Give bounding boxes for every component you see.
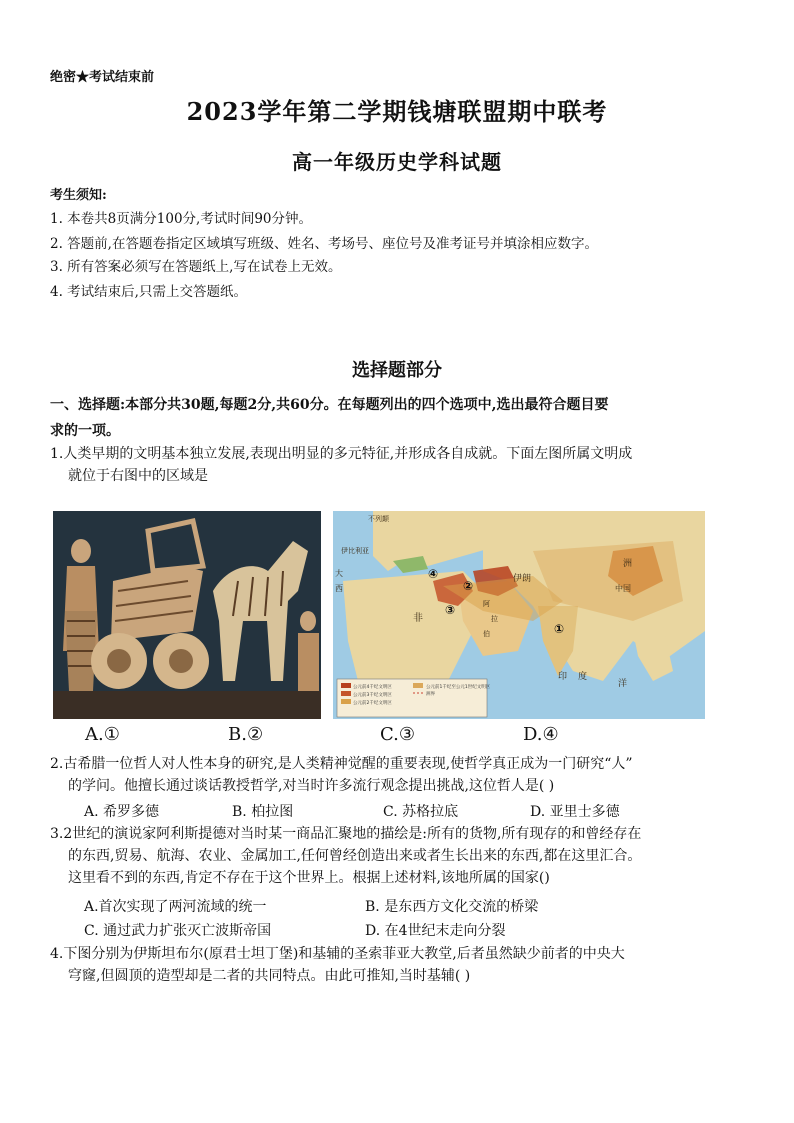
ancient-civilizations-map: [333, 511, 705, 719]
map-label: 印: [558, 672, 568, 682]
question-text: 2.古希腊一位哲人对人性本身的研究,是人类精神觉醒的重要表现,使哲学真正成为一门研究“人”: [50, 756, 633, 772]
question-text: 4.下图分别为伊斯坦布尔(原君士坦丁堡)和基辅的圣索菲亚大教堂,后者虽然缺少前者的中央大: [50, 946, 625, 962]
question-text: 3.2世纪的演说家阿利斯提德对当时某一商品汇聚地的描绘是:所有的货物,所有现存的和曾经存在: [50, 826, 642, 842]
q3-option-b[interactable]: B. 是东西方文化交流的桥梁: [365, 899, 539, 915]
question-text: 穹窿,但圆顶的造型却是二者的共同特点。由此可推知,当时基辅( ): [68, 968, 471, 984]
map-label: 中国: [615, 584, 631, 593]
question-text: 的学问。他擅长通过谈话教授哲学,对当时许多流行观念提出挑战,这位哲人是( ): [68, 778, 555, 794]
exam-title: 2023学年第二学期钱塘联盟期中联考: [186, 97, 608, 126]
map-label: 度: [578, 672, 588, 682]
notice-item: 3. 所有答案必须写在答题纸上,写在试卷上无效。: [50, 259, 342, 275]
map-marker-1: ①: [554, 622, 565, 636]
map-label: 洋: [618, 679, 628, 689]
q3-option-d[interactable]: D. 在4世纪末走向分裂: [365, 923, 506, 939]
notice-heading: 考生须知:: [50, 188, 107, 203]
question-text: 的东西,贸易、航海、农业、金属加工,任何曾经创造出来或者生长出来的东西,都在这里汇合。: [68, 848, 642, 864]
legend-item: 洲界: [426, 692, 435, 697]
notice-item: 1. 本卷共8页满分100分,考试时间90分钟。: [50, 211, 312, 227]
question-4: [50, 943, 750, 987]
map-label: 非: [413, 613, 423, 624]
map-label: 伯: [483, 630, 490, 638]
question-1: [50, 443, 750, 487]
map-label: 阿: [483, 600, 490, 608]
q1-option-d[interactable]: D.④: [523, 724, 559, 745]
map-label: 西: [335, 584, 343, 593]
map-marker-4: ④: [428, 567, 439, 581]
map-label: 大: [335, 569, 343, 578]
legend-item: 公元前3千纪文明区: [353, 693, 392, 698]
map-label: 拉: [491, 615, 498, 623]
q3-option-c[interactable]: C. 通过武力扩张灭亡波斯帝国: [84, 923, 272, 939]
map-marker-3: ③: [445, 603, 456, 617]
question-text: 就位于右图中的区域是: [68, 468, 208, 484]
question-text: 1.人类早期的文明基本独立发展,表现出明显的多元特征,并形成各自成就。下面左图所属文明成: [50, 446, 633, 462]
map-label: 不列颠: [368, 515, 389, 523]
q1-option-a[interactable]: A.①: [85, 724, 120, 745]
part-instructions-line: 一、选择题:本部分共30题,每题2分,共60分。在每题列出的四个选项中,选出最符合题目要: [50, 397, 609, 413]
q1-option-b[interactable]: B.②: [228, 724, 264, 745]
question-text: 这里看不到的东西,肯定不存在于这个世界上。根据上述材料,该地所属的国家(): [68, 870, 550, 886]
q2-option-d[interactable]: D. 亚里士多德: [530, 804, 620, 820]
q2-option-b[interactable]: B. 柏拉图: [232, 804, 294, 820]
section-heading: 选择题部分: [352, 360, 442, 381]
part-instructions-line: 求的一项。: [50, 423, 120, 439]
q1-option-c[interactable]: C.③: [380, 724, 415, 745]
q3-option-a[interactable]: A.首次实现了两河流域的统一: [84, 899, 267, 915]
standard-of-ur-image: [53, 511, 321, 719]
notice-item: 2. 答题前,在答题卷指定区域填写班级、姓名、考场号、座位号及准考证号并填涂相应数字。: [50, 236, 598, 252]
map-label: 洲: [623, 559, 633, 569]
legend-item: 公元前2千纪文明区: [353, 701, 392, 706]
part-instructions: [50, 392, 750, 444]
notice-item: 4. 考试结束后,只需上交答题纸。: [50, 284, 247, 300]
map-marker-2: ②: [463, 579, 474, 593]
legend-item: 公元前4千纪文明区: [353, 685, 392, 690]
q2-option-a[interactable]: A. 希罗多德: [84, 804, 160, 820]
map-label: 伊朗: [513, 574, 532, 584]
exam-subtitle: 高一年级历史学科试题: [292, 150, 502, 174]
legend-item: 公元前1千纪至公元1世纪文明区: [426, 685, 491, 690]
map-label: 伊比利亚: [341, 547, 369, 555]
question-2: [50, 753, 750, 797]
q2-option-c[interactable]: C. 苏格拉底: [383, 804, 459, 820]
question-3: [50, 823, 750, 889]
confidential-mark: 绝密★考试结束前: [50, 70, 155, 85]
